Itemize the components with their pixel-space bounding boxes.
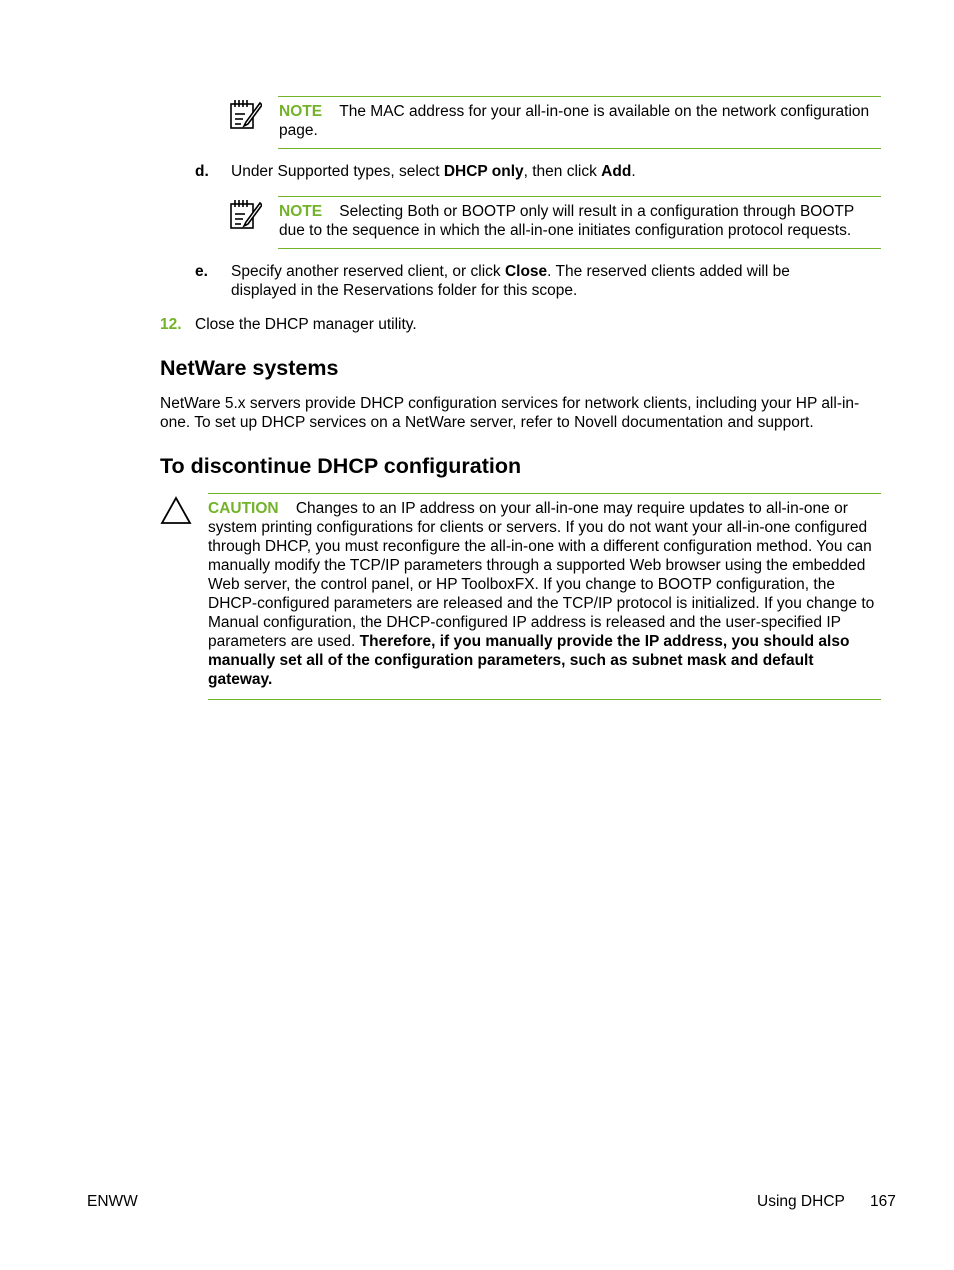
note2-text: Selecting Both or BOOTP only will result in a configuration through BOOTP due to the sequence in which the all-in-one initiates configuration protocol requests. [279, 203, 854, 239]
note1-text: The MAC address for your all-in-one is available on the network configuration page. [279, 103, 870, 139]
note2-bottom-rule [278, 248, 881, 249]
step-e-text-before: Specify another reserved client, or click [231, 263, 505, 280]
footer-page-number: 167 [870, 1193, 896, 1210]
note-icon [228, 198, 262, 232]
caution-text: Changes to an IP address on your all-in-one may require updates to all-in-one or system printing configurations for clients or servers. If you do not want your all-in-one configured through DHCP, you must reconfigure the all-in-one with a different configuration method. You can manually modify the TCP/IP parameters through a supported Web browser using the embedded Web server, the control panel, or HP ToolboxFX. If you change to BOOTP configuration, the DHCP-configured parameters are released and the TCP/IP protocol is initialized. If you change to Manual configuration, the DHCP-configured IP address is released and the user-specified IP parameters are used. [208, 500, 875, 650]
note1-block [279, 102, 879, 140]
note2-block [279, 202, 879, 240]
note1-top-rule [278, 96, 881, 97]
caution-bold-text: Therefore, if you manually provide the IP address, you should also manually set all of the configuration parameters, such as subnet mask and default gateway. [208, 633, 850, 688]
step-d-text [231, 162, 881, 181]
note-icon [228, 98, 262, 132]
caution-top-rule [208, 493, 881, 494]
netware-heading: NetWare systems [160, 356, 339, 380]
caution-block [208, 499, 880, 689]
note1-bottom-rule [278, 148, 881, 149]
step-e-text-after: . The reserved clients added will be displayed in the Reservations folder for this scope. [231, 263, 790, 299]
step-d-letter: d. [195, 163, 209, 180]
footer-section: Using DHCP [757, 1193, 845, 1210]
note2-top-rule [278, 196, 881, 197]
footer-left: ENWW [87, 1193, 138, 1210]
step-12-text: Close the DHCP manager utility. [195, 316, 417, 333]
step-d-bold-dhcp-only: DHCP only [443, 163, 524, 180]
step-e-text [231, 262, 851, 300]
step-e-letter: e. [195, 263, 208, 280]
caution-label: CAUTION [208, 500, 279, 517]
step-d-bold-add: Add [601, 163, 632, 180]
step-d-text-before: Under Supported types, select [231, 163, 444, 180]
discontinue-heading: To discontinue DHCP configuration [160, 454, 522, 478]
note1-label: NOTE [279, 103, 323, 120]
note2-label: NOTE [279, 203, 323, 220]
caution-bottom-rule [208, 699, 881, 700]
netware-body: NetWare 5.x servers provide DHCP configuration services for network clients, including your HP all-in-one. To set up DHCP services on a NetWare server, refer to Novell documentation and support. [160, 395, 860, 431]
step-e-bold-close: Close [504, 263, 548, 280]
step-d-text-after: . [631, 163, 636, 180]
step-12-number: 12. [160, 316, 182, 333]
caution-triangle-icon [160, 496, 192, 526]
step-d-text-mid: , then click [523, 163, 602, 180]
